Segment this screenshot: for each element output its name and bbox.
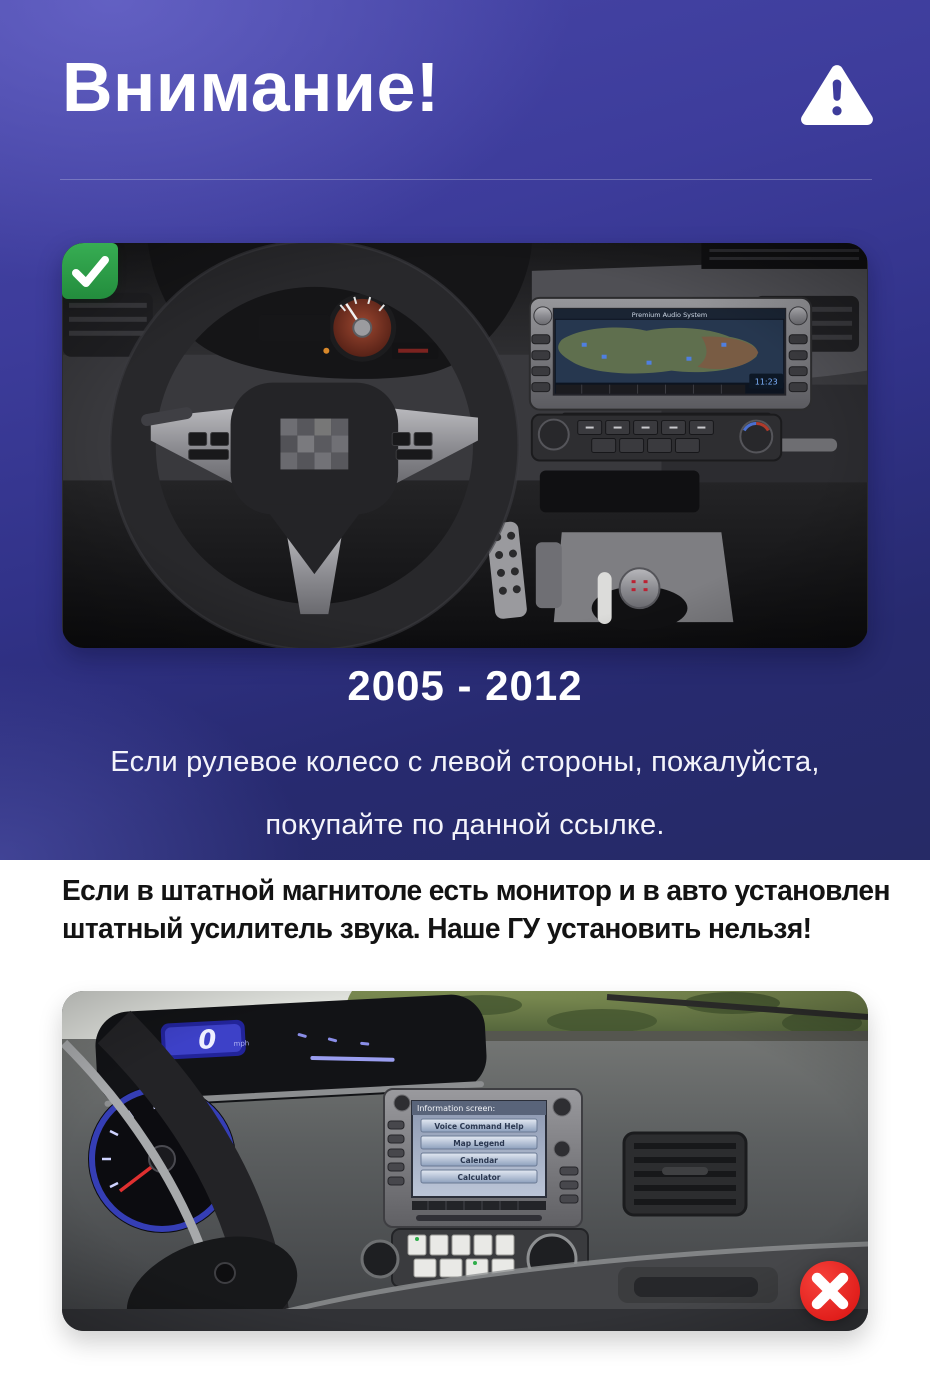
warning-triangle-icon xyxy=(798,62,876,126)
dashboard-lhd-illustration xyxy=(62,243,868,648)
photo-dashboard-correct xyxy=(62,243,868,648)
years-range: 2005 - 2012 xyxy=(347,662,583,709)
hero-subtitle-line2: покупайте по данной ссылке. xyxy=(265,809,665,841)
restriction-notice xyxy=(62,872,890,948)
cross-icon xyxy=(800,1261,860,1321)
dashboard-stock-monitor-illustration xyxy=(62,991,868,1331)
restriction-notice-line1: Если в штатной магнитоле есть монитор и в авто установлен xyxy=(62,875,890,907)
check-icon xyxy=(62,243,118,299)
page-title: Внимание! xyxy=(62,48,440,126)
hero-subtitle xyxy=(0,731,930,857)
cross-badge xyxy=(800,1261,860,1321)
divider-line xyxy=(60,179,872,180)
hero-subtitle-line1: Если рулевое колесо с левой стороны, пожалуйста, xyxy=(110,746,820,778)
restriction-notice-line2: штатный усилитель звука. Наше ГУ установить нельзя! xyxy=(62,913,812,945)
photo-dashboard-incompatible xyxy=(62,991,868,1331)
check-badge xyxy=(62,243,118,299)
